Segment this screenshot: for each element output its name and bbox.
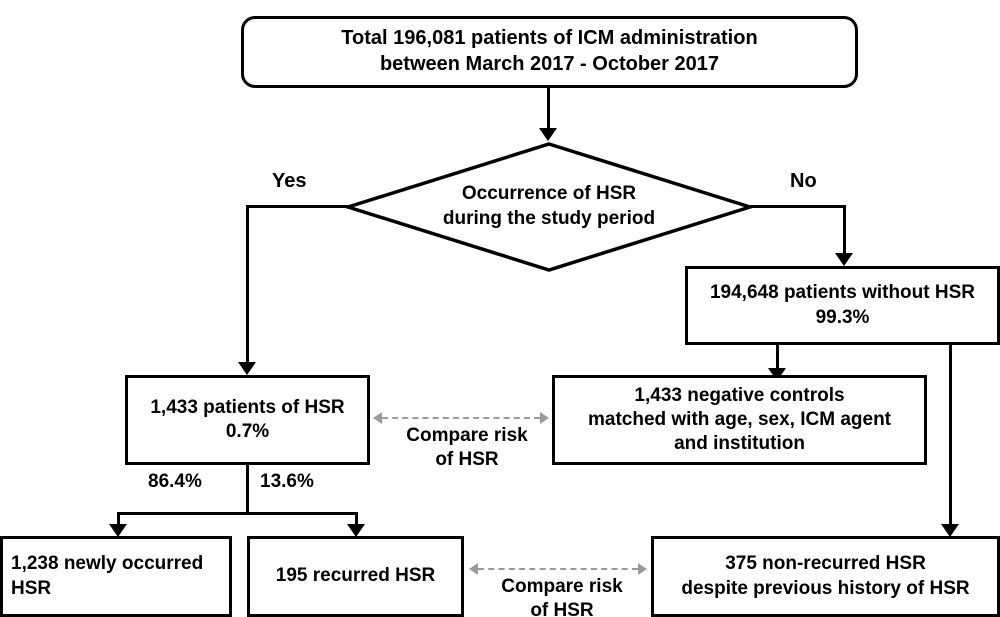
node-negative-controls [552, 375, 927, 465]
compare-label-bottom-line1: Compare risk [501, 576, 623, 597]
compare-arrow-right-bottom-icon [638, 563, 647, 575]
node-total-patients [241, 16, 858, 88]
connector-hsr-split-horizontal [117, 512, 357, 515]
compare-label-top-line1: Compare risk [406, 425, 528, 446]
node-negative-controls-line1: 1,433 negative controls [634, 384, 845, 406]
edge-label-yes: Yes [272, 170, 307, 192]
connector-yes-vertical [246, 205, 249, 365]
compare-arrow-left-top-icon [373, 412, 382, 424]
node-decision-hsr [345, 141, 753, 273]
node-non-recurred-line2: despite previous history of HSR [681, 577, 970, 599]
compare-label-bottom [487, 575, 637, 617]
node-newly-occurred-hsr [0, 536, 232, 617]
node-non-recurred-hsr [651, 536, 1000, 617]
node-without-hsr-line2: 99.3% [815, 306, 870, 328]
compare-arrow-right-top-icon [540, 412, 549, 424]
node-negative-controls-line2: matched with age, sex, ICM agent [587, 408, 892, 430]
arrowhead-no-to-nohsr [835, 253, 853, 266]
node-hsr-patients-line1: 1,433 patients of HSR [150, 396, 345, 418]
node-recurred-hsr [247, 536, 464, 617]
node-decision-line2: during the study period [442, 208, 656, 229]
edge-label-newly-percent: 86.4% [148, 471, 202, 492]
connector-yes-horizontal [246, 205, 350, 208]
node-hsr-patients-line2: 0.7% [225, 421, 270, 442]
compare-connector-bottom [478, 568, 638, 570]
node-non-recurred-line1: 375 non-recurred HSR [725, 553, 926, 575]
node-newly-occurred-line2: HSR [11, 577, 52, 599]
node-total-patients-line2: between March 2017 - October 2017 [379, 53, 720, 75]
compare-label-top-line2: of HSR [435, 448, 499, 470]
compare-label-bottom-line2: of HSR [530, 599, 594, 617]
connector-total-to-decision [547, 88, 550, 132]
compare-connector-top [382, 417, 540, 419]
connector-no-horizontal [750, 205, 846, 208]
node-without-hsr-line1: 194,648 patients without HSR [709, 282, 975, 304]
node-hsr-patients [125, 375, 370, 465]
node-total-patients-line1: Total 196,081 patients of ICM administration [341, 27, 758, 50]
arrowhead-total-to-decision [539, 128, 557, 141]
compare-label-top [393, 424, 541, 472]
node-recurred-line1: 195 recurred HSR [275, 565, 436, 587]
node-newly-occurred-line1: 1,238 newly occurred [11, 553, 204, 575]
edge-label-no: No [790, 170, 817, 192]
compare-arrow-left-bottom-icon [469, 563, 478, 575]
node-without-hsr [685, 266, 1000, 345]
connector-nohsr-to-nonrecurred [949, 345, 952, 528]
node-negative-controls-line3: and institution [674, 433, 805, 455]
edge-label-recurred-percent: 13.6% [260, 471, 314, 492]
arrowhead-yes-to-hsr [238, 362, 256, 375]
connector-no-vertical [843, 205, 846, 258]
node-decision-line1: Occurrence of HSR [461, 183, 637, 205]
connector-hsr-split-stem [246, 465, 249, 515]
